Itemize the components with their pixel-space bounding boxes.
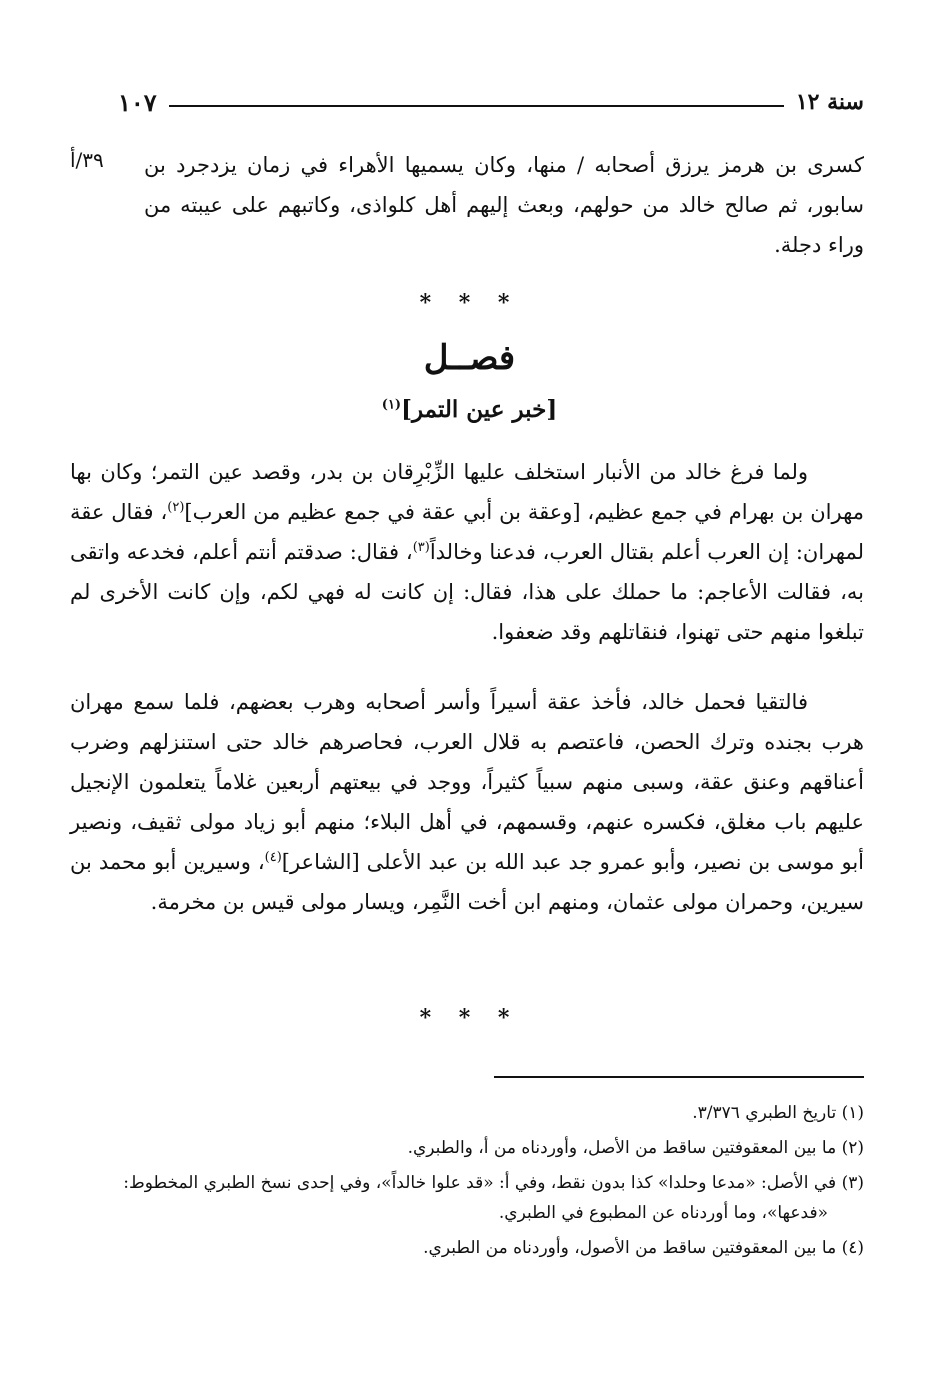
separator-top: * * *	[419, 290, 520, 316]
subtitle-text: [خبر عين التمر]	[401, 396, 558, 423]
separator-bottom: * * *	[419, 1005, 520, 1031]
section-subtitle	[0, 396, 939, 423]
footnote-ref-3: (٣)	[412, 540, 430, 555]
page-number: ١٠٧	[118, 87, 157, 117]
footnote-ref-1: (١)	[381, 397, 402, 413]
paragraph-1	[70, 452, 864, 652]
paragraph-1-text-a: ولما فرغ خالد من الأنبار استخلف عليها الزِّبْرِقان بن بدر، وقصد عين التمر؛ وكان بها مهران بن بهرام في جمع عظيم، [وعقة بن أبي عقة في جمع عظيم من العرب]	[70, 460, 865, 524]
header-rule	[169, 105, 784, 107]
intro-paragraph: كسرى بن هرمز يرزق أصحابه / منها، وكان يسميها الأهراء في زمان يزدجرد بن سابور، ثم صالح خالد من حولهم، وبعث إليهم أهل كلواذى، وكاتبهم على عيبته من وراء دجلة.	[144, 153, 864, 257]
running-header	[118, 82, 864, 122]
paragraph-2-text-a: فالتقيا فحمل خالد، فأخذ عقة أسيراً وأسر أصحابه وهرب بعضهم، فلما سمع مهران هرب بجنده وترك الحصن، فاعتصم به قلال العرب، فحاصرهم خالد حتى استنزلهم وضرب أعناقهم وعنق عقة، وسبى منهم سبياً كثيراً، ووجد في بيعتهم أربعين غلاماً يتعلمون الإنجيل عليهم باب مغلق، فكسره عنهم، وقسمهم، في أهل البلاء؛ منهم أبو زياد مولى ثقيف، ونصير أبو موسى بن نصير، وأبو عمرو جد عبد الله بن عبد الأعلى [الشاعر]	[70, 690, 864, 874]
margin-folio-note: ٣٩/أ	[70, 148, 104, 172]
footnote-1: (١) تاريخ الطبري ٣/٣٧٦.	[692, 1103, 864, 1123]
footnote-3-continuation: «فدعها»، وما أوردناه عن المطبوع في الطبري.	[498, 1203, 828, 1223]
footnote-ref-4: (٤)	[264, 850, 282, 865]
paragraph-1-text-b: ، فقال عقة لمهران: إن العرب أعلم بقتال العرب، فدعنا وخالداً	[70, 500, 864, 564]
footnotes	[100, 1098, 864, 1268]
header-year-label: سنة ١٢	[795, 89, 864, 115]
section-title: فصــل	[423, 338, 516, 378]
footnote-rule	[494, 1076, 864, 1078]
paragraph-2	[70, 682, 864, 922]
footnote-4: (٤) ما بين المعقوفتين ساقط من الأصول، وأوردناه من الطبري.	[423, 1238, 864, 1258]
footnote-ref-2: (٢)	[167, 500, 185, 515]
footnote-3: (٣) في الأصل: «مدعا وحلدا» كذا بدون نقط، وفي أ: «قد علوا خالداً»، وفي إحدى نسخ الطبري المخطوط:	[123, 1173, 864, 1193]
paragraph-1-text-c: ، فقال: صدقتم أنتم أعلم، فخدعه واتقى به، فقالت الأعاجم: ما حملك على هذا، فقال: إن كانت له فهي لكم، وإن كانت الأخرى لم تبلغوا منهم حتى تهنوا، فنقاتلهم وقد ضعفوا.	[70, 540, 864, 644]
footnote-2: (٢) ما بين المعقوفتين ساقط من الأصل، وأوردناه من أ، والطبري.	[407, 1138, 864, 1158]
paragraph-2-text-b: ، وسيرين أبو محمد بن سيرين، وحمران مولى عثمان، ومنهم ابن أخت النَّمِر، ويسار مولى قيس بن مخرمة.	[70, 850, 864, 914]
